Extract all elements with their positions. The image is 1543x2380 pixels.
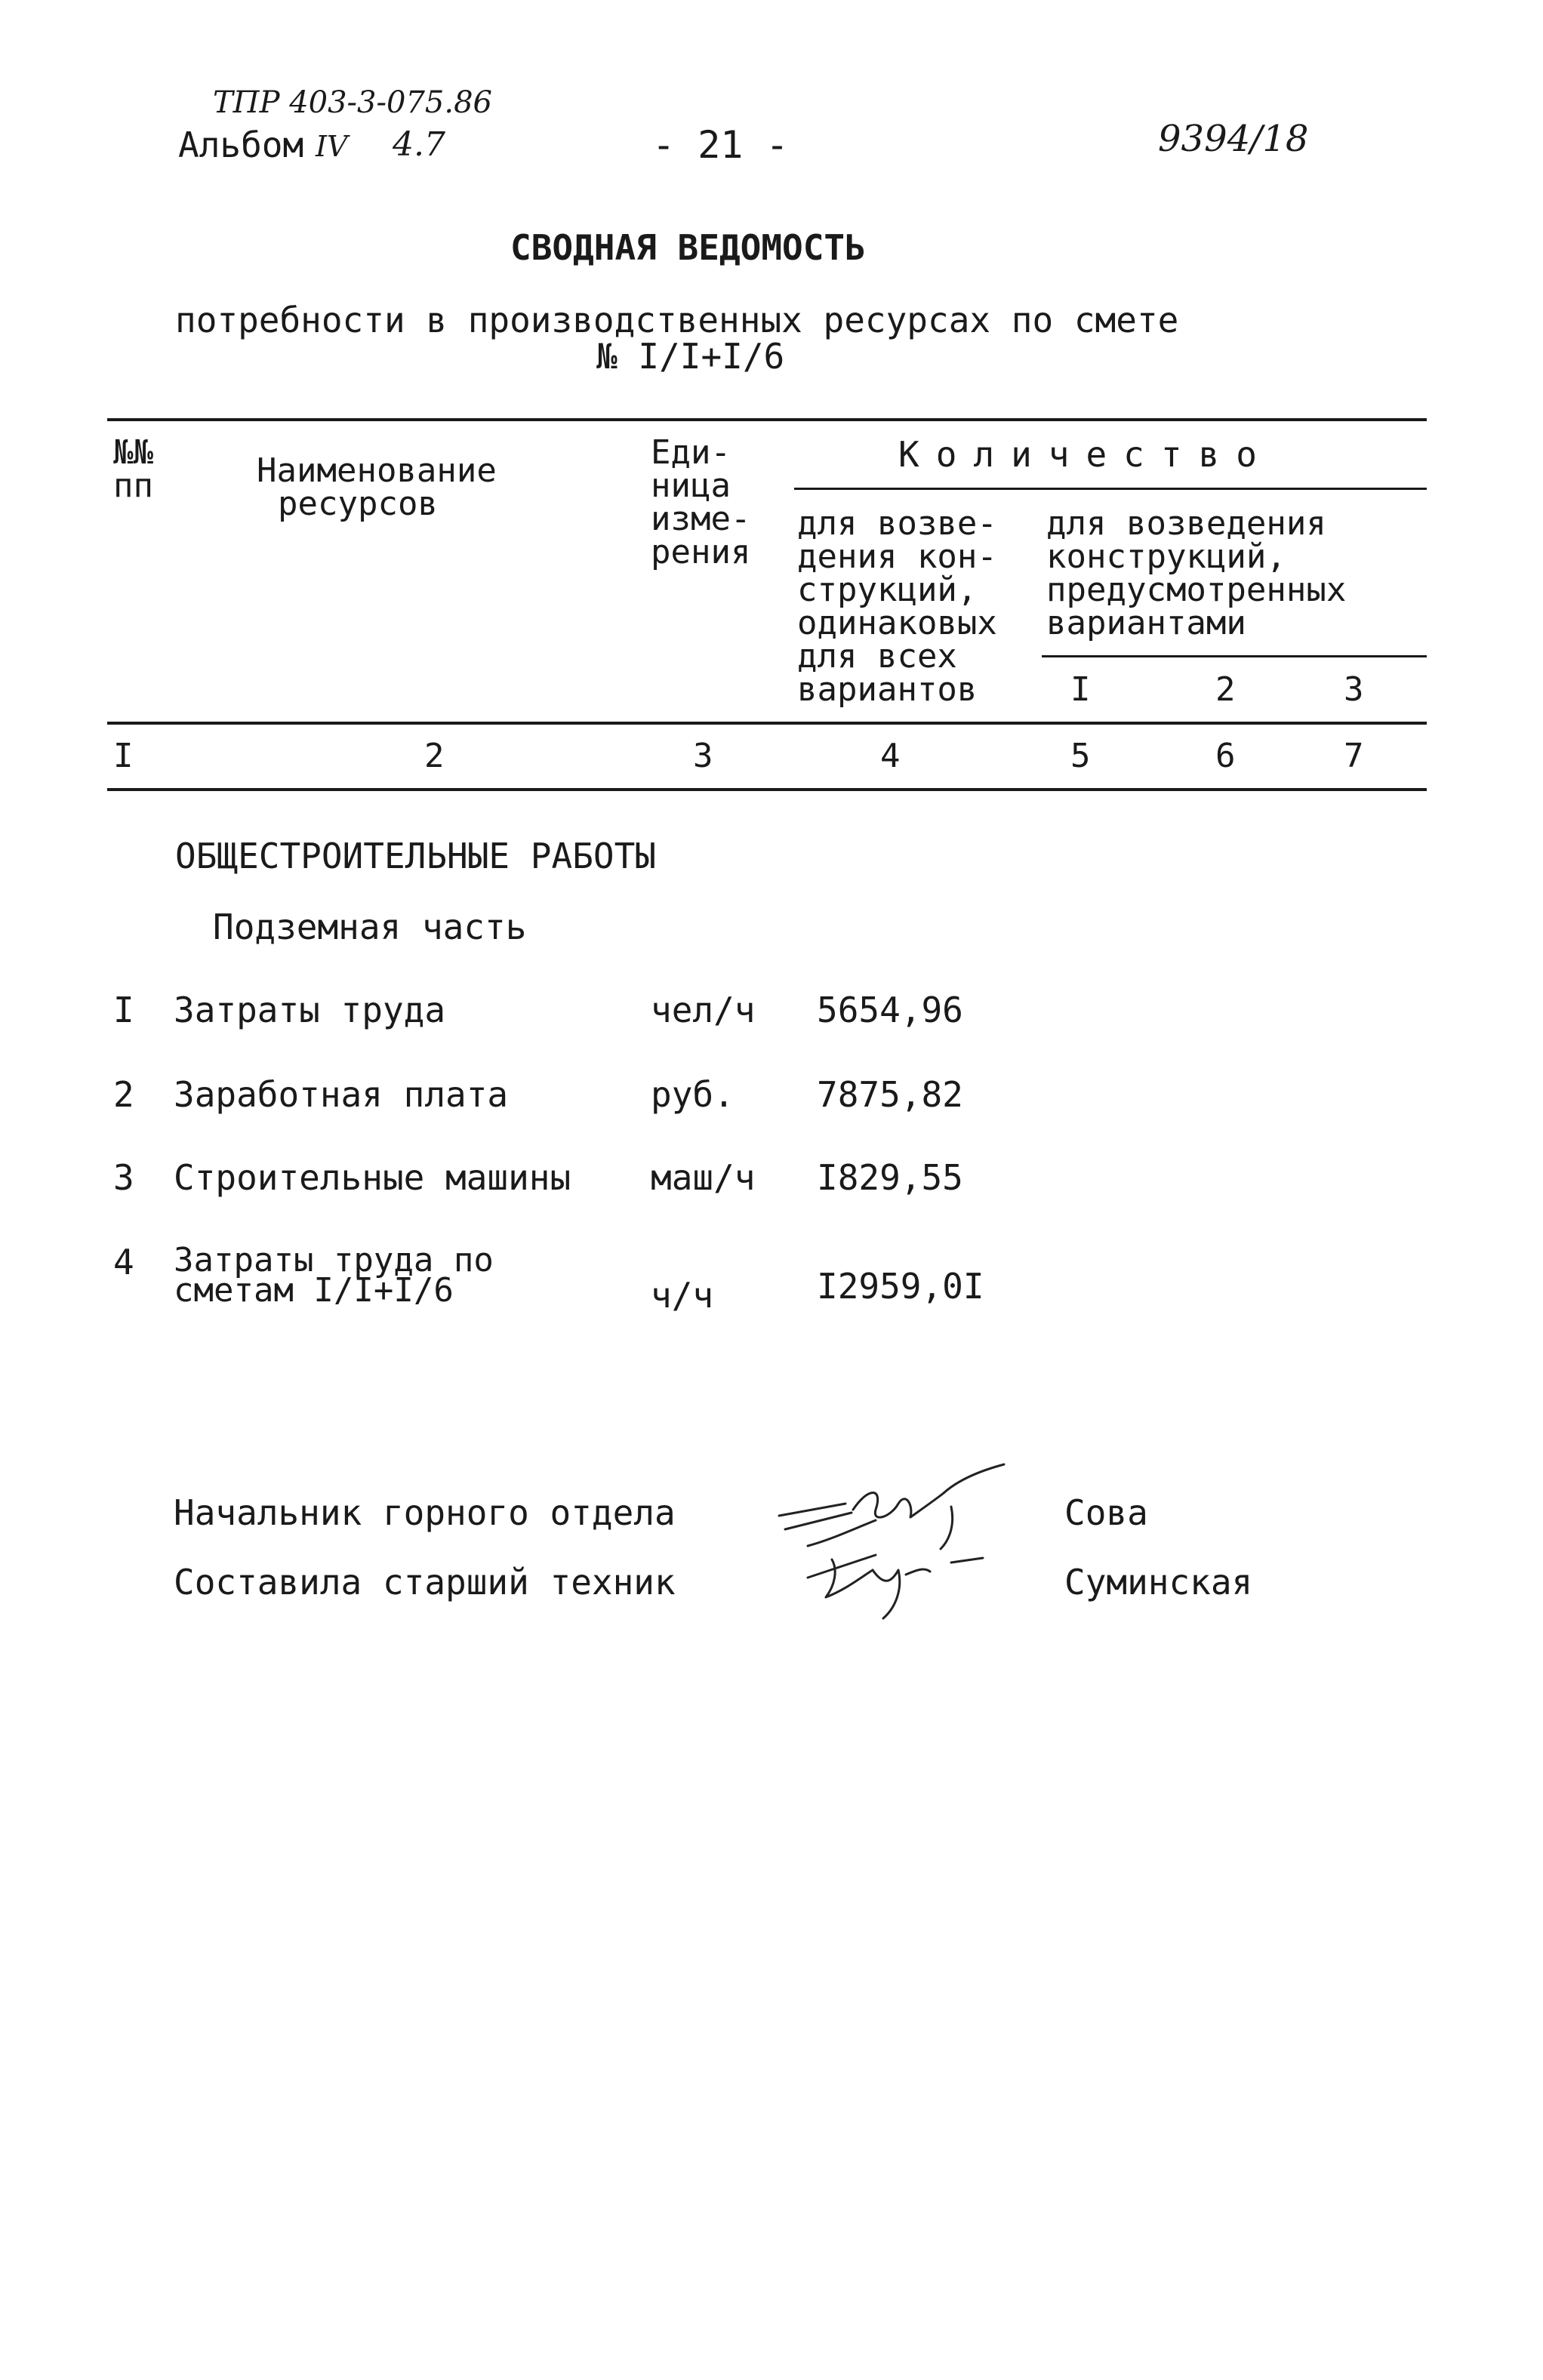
row-resource-name: Строительные машины	[174, 1157, 571, 1198]
header-resource-name: Наименование ресурсов	[257, 451, 497, 523]
row-number: 4	[113, 1242, 134, 1282]
column-number-5: 5	[1070, 737, 1091, 775]
row-value: I829,55	[817, 1157, 963, 1198]
handwritten-signatures	[762, 1457, 1049, 1630]
album-part: 4.7	[393, 125, 445, 164]
section-title: ОБЩЕСТРОИТЕЛЬНЫЕ РАБОТЫ	[175, 836, 656, 876]
row-value: 7875,82	[817, 1074, 963, 1115]
signature-name-technician: Суминская	[1064, 1562, 1253, 1603]
row-number: 2	[113, 1074, 134, 1115]
column-number-2: 2	[424, 737, 445, 775]
row-number: I	[113, 990, 134, 1030]
header-variant-constructions: для возведения конструкций, предусмотренных вариантами	[1046, 504, 1347, 642]
document-title: СВОДНАЯ ВЕДОМОСТЬ	[510, 227, 866, 268]
header-bottom-border	[107, 722, 1427, 725]
signature-name-head: Сова	[1064, 1492, 1148, 1533]
row-resource-name: Затраты труда	[174, 990, 446, 1030]
signature-role-head: Начальник горного отдела	[174, 1492, 676, 1533]
header-variant-3: 3	[1344, 670, 1364, 709]
page-number: - 21 -	[652, 123, 789, 167]
header-common-constructions: для возве- дения кон- струкций, одинаковых для всех вариантов	[797, 504, 997, 709]
header-unit: Еди- ница изме- рения	[651, 433, 751, 571]
row-unit: чел/ч	[651, 990, 756, 1030]
row-value: 5654,96	[817, 990, 963, 1030]
row-unit: маш/ч	[651, 1157, 756, 1198]
row-number: 3	[113, 1157, 134, 1198]
column-number-6: 6	[1215, 737, 1236, 775]
column-number-3: 3	[693, 737, 713, 775]
row-value: I2959,0I	[817, 1266, 984, 1307]
variants-divider	[1042, 655, 1427, 657]
header-variant-1: I	[1070, 670, 1091, 709]
column-number-4: 4	[880, 737, 901, 775]
document-code: ТПР 403-3-075.86	[213, 85, 492, 120]
quantity-divider	[794, 488, 1427, 490]
album-label: Альбом	[178, 125, 304, 165]
header-quantity: Количество	[898, 434, 1274, 475]
row-resource-name: Заработная плата	[174, 1074, 509, 1115]
row-resource-name: Затраты труда по сметам I/I+I/6	[174, 1241, 494, 1310]
row-unit: ч/ч	[651, 1275, 714, 1316]
column-number-1: I	[113, 737, 134, 775]
inventory-number: 9394/18	[1158, 118, 1309, 160]
header-number: №№ пп	[113, 433, 153, 505]
section-subtitle: Подземная часть	[213, 907, 527, 947]
header-variant-2: 2	[1215, 670, 1236, 709]
row-unit: руб.	[651, 1074, 735, 1115]
album-number: IV	[316, 130, 348, 163]
document-subtitle: потребности в производственных ресурсах по смете	[175, 300, 1179, 340]
estimate-reference: № I/I+I/6	[596, 336, 785, 377]
signature-role-technician: Составила старший техник	[174, 1562, 676, 1603]
table-top-border	[107, 418, 1427, 421]
column-numbers-border	[107, 788, 1427, 791]
column-number-7: 7	[1344, 737, 1364, 775]
